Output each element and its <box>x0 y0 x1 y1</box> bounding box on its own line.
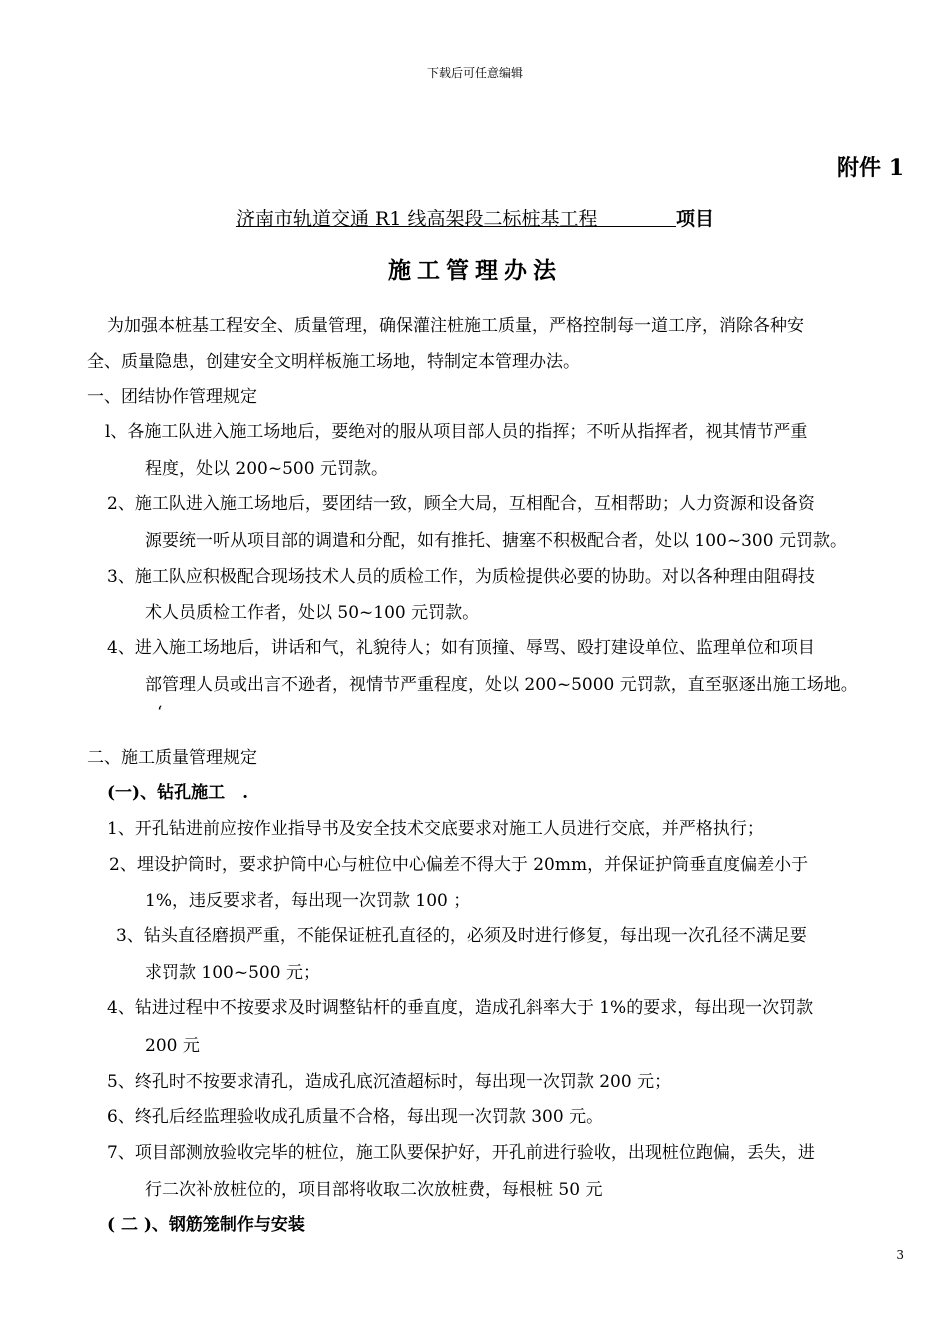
s1-item3-line2: 术人员质检工作者，处以 50~100 元罚款。 <box>145 603 480 623</box>
s2-item7-line2: 行二次补放桩位的，项目部将收取二次放桩费，每根桩 50 元 <box>145 1180 603 1200</box>
attachment-label: 附件 1 <box>837 155 904 181</box>
project-line <box>0 204 950 231</box>
section1-heading: 一、团结协作管理规定 <box>87 387 257 407</box>
s2-item7-line1: 7、项目部测放验收完毕的桩位，施工队要保护好，开孔前进行验收，出现桩位跑偏，丢失，进 <box>107 1143 815 1163</box>
s1-item2-line1: 2、施工队进入施工场地后，要团结一致，顾全大局，互相配合，互相帮助；人力资源和设备资 <box>107 494 815 514</box>
project-suffix: 项目 <box>675 208 714 230</box>
s2-item2-line1: 2、埋设护筒时，要求护筒中心与桩位中心偏差不得大于 20mm，并保证护筒垂直度偏差小于 <box>109 855 809 875</box>
s2-item4-line2: 200 元 <box>145 1036 200 1056</box>
s2-item5-line1: 5、终孔时不按要求清孔，造成孔底沉渣超标时，每出现一次罚款 200 元； <box>107 1072 672 1092</box>
s2-item1-line1: 1、开孔钻进前应按作业指导书及安全技术交底要求对施工人员进行交底，并严格执行； <box>107 819 764 839</box>
s2-item4-line1: 4、钻进过程中不按要求及时调整钻杆的垂直度，造成孔斜率大于 1%的要求，每出现一次罚款 <box>107 998 814 1018</box>
section2-sub1: (一)、钻孔施工 . <box>107 783 249 803</box>
s1-item4-line2: 部管理人员或出言不逊者，视情节严重程度，处以 200~5000 元罚款，直至驱逐出施工场地。 <box>145 675 858 695</box>
s2-item2-line2: 1%，违反要求者，每出现一次罚款 100 ； <box>145 891 471 911</box>
page-number: 3 <box>896 1248 904 1262</box>
s1-item4-line1: 4、进入施工场地后，讲话和气，礼貌待人；如有顶撞、辱骂、殴打建设单位、监理单位和项目 <box>107 638 815 658</box>
section2-heading: 二、施工质量管理规定 <box>87 748 257 768</box>
section2-sub2: ( 二 )、钢筋笼制作与安装 <box>107 1215 305 1235</box>
header-note: 下载后可任意编辑 <box>426 66 523 80</box>
project-name: 济南市轨道交通 R1 线高架段二标桩基工程 <box>235 208 598 230</box>
s1-item4-line3: ‘ <box>157 703 163 723</box>
s1-item1-line1: l、各施工队进入施工场地后，要绝对的服从项目部人员的指挥；不听从指挥者，视其情节严重 <box>105 422 808 442</box>
s1-item2-line2: 源要统一听从项目部的调遣和分配，如有推托、搪塞不积极配合者，处以 100~300 元罚款。 <box>145 531 847 551</box>
intro-line-2: 全、质量隐患，创建安全文明样板施工场地，特制定本管理办法。 <box>87 352 580 372</box>
project-blank <box>597 208 676 230</box>
s2-item6-line1: 6、终孔后经监理验收成孔质量不合格，每出现一次罚款 300 元。 <box>107 1107 604 1127</box>
s1-item1-line2: 程度，处以 200~500 元罚款。 <box>145 459 388 479</box>
document-title: 施工管理办法 <box>388 257 562 284</box>
s2-item3-line2: 求罚款 100~500 元； <box>145 963 320 983</box>
intro-line-1: 为加强本桩基工程安全、质量管理，确保灌注桩施工质量，严格控制每一道工序，消除各种安 <box>107 316 804 336</box>
s1-item3-line1: 3、施工队应积极配合现场技术人员的质检工作，为质检提供必要的协助。对以各种理由阻碍技 <box>107 567 815 587</box>
s2-item3-line1: 3、钻头直径磨损严重，不能保证桩孔直径的，必须及时进行修复，每出现一次孔径不满足要 <box>116 926 807 946</box>
